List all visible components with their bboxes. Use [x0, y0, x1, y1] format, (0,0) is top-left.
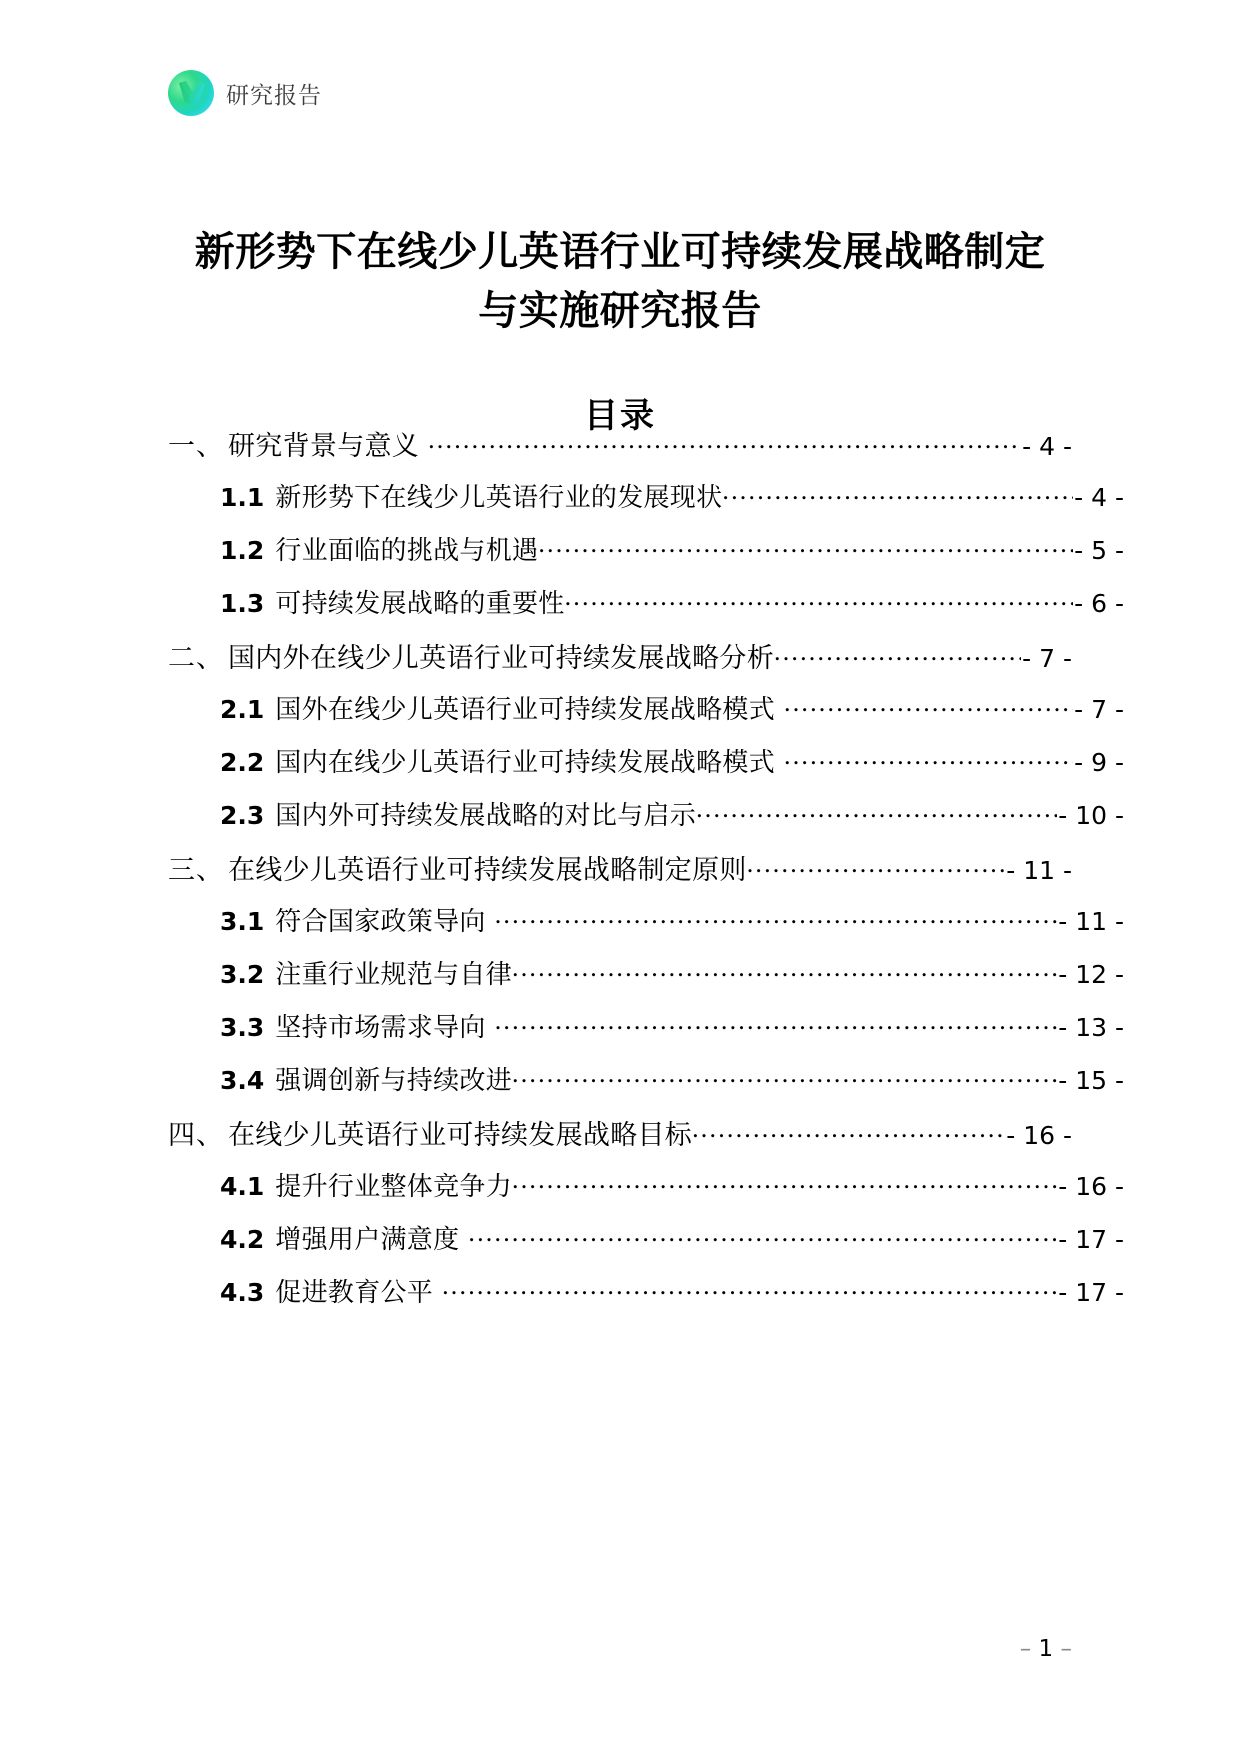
toc-page-number: - 12 -: [1058, 960, 1124, 989]
toc-dot-leader: [774, 651, 1021, 667]
toc-page-number: - 11 -: [1006, 856, 1072, 885]
toc-entry-number: 4.1: [220, 1172, 265, 1201]
toc-entry[interactable]: [168, 1272, 1124, 1325]
toc-page-number: - 15 -: [1058, 1066, 1124, 1095]
toc-page-number: - 16 -: [1058, 1172, 1124, 1201]
toc-entry[interactable]: [168, 636, 1072, 689]
toc-entry[interactable]: [168, 795, 1124, 848]
toc-entry-label: 国内外可持续发展战略的对比与启示: [275, 801, 697, 830]
toc-page-number: - 13 -: [1058, 1013, 1124, 1042]
toc-entry-label: 可持续发展战略的重要性: [275, 589, 565, 618]
toc-entry-number: 2.1: [220, 695, 265, 724]
toc-entry-label: 行业面临的挑战与机遇: [275, 536, 539, 565]
toc-dot-leader: [468, 1232, 1057, 1248]
toc-entry-label: 促进教育公平: [275, 1278, 434, 1307]
toc-entry-number: 1.2: [220, 536, 265, 565]
toc-page-number: - 17 -: [1058, 1278, 1124, 1307]
toc-entry[interactable]: [168, 848, 1072, 901]
toc-dot-leader: [495, 914, 1058, 930]
toc-dot-leader: [784, 702, 1073, 718]
brand-name: 研究报告: [226, 82, 322, 108]
toc-entry[interactable]: [168, 530, 1124, 583]
toc-entry-label: 强调创新与持续改进: [275, 1066, 512, 1095]
toc-page-number: - 9 -: [1074, 748, 1124, 777]
toc-dot-leader: [747, 863, 1006, 879]
toc-entry[interactable]: [168, 742, 1124, 795]
toc-dot-leader: [696, 808, 1057, 824]
toc-entry[interactable]: [168, 1219, 1124, 1272]
page-title: 新形势下在线少儿英语行业可持续发展战略制定与实施研究报告: [194, 228, 1046, 334]
toc-page-number: - 17 -: [1058, 1225, 1124, 1254]
toc-dot-leader: [495, 1020, 1058, 1036]
toc-dot-leader: [442, 1285, 1057, 1301]
toc-entry[interactable]: [168, 901, 1124, 954]
toc-page-number: - 10 -: [1058, 801, 1124, 830]
toc-dot-leader: [565, 596, 1074, 612]
toc-page-number: - 11 -: [1058, 907, 1124, 936]
footer-page-number: 1: [1038, 1636, 1054, 1662]
toc-entry-label: 在线少儿英语行业可持续发展战略制定原则: [228, 855, 747, 885]
toc-entry-number: 3.4: [220, 1066, 265, 1095]
toc-page-number: - 7 -: [1022, 644, 1072, 673]
report-logo-icon: [168, 70, 214, 116]
toc-entry[interactable]: [168, 1060, 1124, 1113]
toc-entry-label: 注重行业规范与自律: [275, 960, 512, 989]
toc-entry-number: 3.2: [220, 960, 265, 989]
toc-entry-number: 三、: [168, 855, 224, 885]
toc-entry-label: 研究背景与意义: [228, 431, 420, 461]
brand-header: [168, 70, 322, 116]
toc-entry-number: 2.2: [220, 748, 265, 777]
toc-dot-leader: [512, 1073, 1057, 1089]
toc-entry-label: 新形势下在线少儿英语行业的发展现状: [275, 483, 723, 512]
toc-entry[interactable]: [168, 1166, 1124, 1219]
toc-dot-leader: [512, 1179, 1057, 1195]
toc-dot-leader: [692, 1128, 1005, 1144]
toc-entry-label: 国内在线少儿英语行业可持续发展战略模式: [275, 748, 775, 777]
toc-page-number: - 6 -: [1074, 589, 1124, 618]
page-footer: [0, 1636, 1072, 1662]
toc-dot-leader: [512, 967, 1057, 983]
toc-entry-number: 2.3: [220, 801, 265, 830]
toc-entry-number: 1.1: [220, 483, 265, 512]
toc-page-number: - 4 -: [1074, 483, 1124, 512]
toc-entry-label: 坚持市场需求导向: [275, 1013, 486, 1042]
footer-dash-left: –: [1019, 1636, 1032, 1662]
toc-entry[interactable]: [168, 424, 1072, 477]
toc-entry[interactable]: [168, 1007, 1124, 1060]
toc-entry-number: 3.1: [220, 907, 265, 936]
toc-entry[interactable]: [168, 583, 1124, 636]
table-of-contents: [168, 424, 1124, 1325]
toc-dot-leader: [428, 439, 1021, 455]
toc-dot-leader: [722, 490, 1073, 506]
toc-dot-leader: [784, 755, 1073, 771]
toc-entry-number: 一、: [168, 431, 224, 461]
toc-entry[interactable]: [168, 1113, 1072, 1166]
toc-entry[interactable]: [168, 954, 1124, 1007]
toc-entry-label: 增强用户满意度: [275, 1225, 460, 1254]
toc-dot-leader: [538, 543, 1073, 559]
toc-heading: 目录: [584, 396, 656, 437]
toc-page-number: - 16 -: [1006, 1121, 1072, 1150]
toc-page-number: - 4 -: [1022, 432, 1072, 461]
toc-entry-label: 国内外在线少儿英语行业可持续发展战略分析: [228, 643, 774, 673]
toc-entry[interactable]: [168, 477, 1124, 530]
toc-entry-number: 1.3: [220, 589, 265, 618]
toc-entry-number: 4.3: [220, 1278, 265, 1307]
toc-entry-number: 四、: [168, 1120, 224, 1150]
toc-entry[interactable]: [168, 689, 1124, 742]
toc-entry-number: 二、: [168, 643, 224, 673]
toc-page-number: - 5 -: [1074, 536, 1124, 565]
toc-entry-label: 在线少儿英语行业可持续发展战略目标: [228, 1120, 693, 1150]
toc-entry-number: 3.3: [220, 1013, 265, 1042]
toc-entry-number: 4.2: [220, 1225, 265, 1254]
toc-entry-label: 国外在线少儿英语行业可持续发展战略模式: [275, 695, 775, 724]
toc-entry-label: 符合国家政策导向: [275, 907, 486, 936]
footer-dash-right: –: [1060, 1636, 1072, 1662]
toc-entry-label: 提升行业整体竞争力: [275, 1172, 512, 1201]
toc-page-number: - 7 -: [1074, 695, 1124, 724]
